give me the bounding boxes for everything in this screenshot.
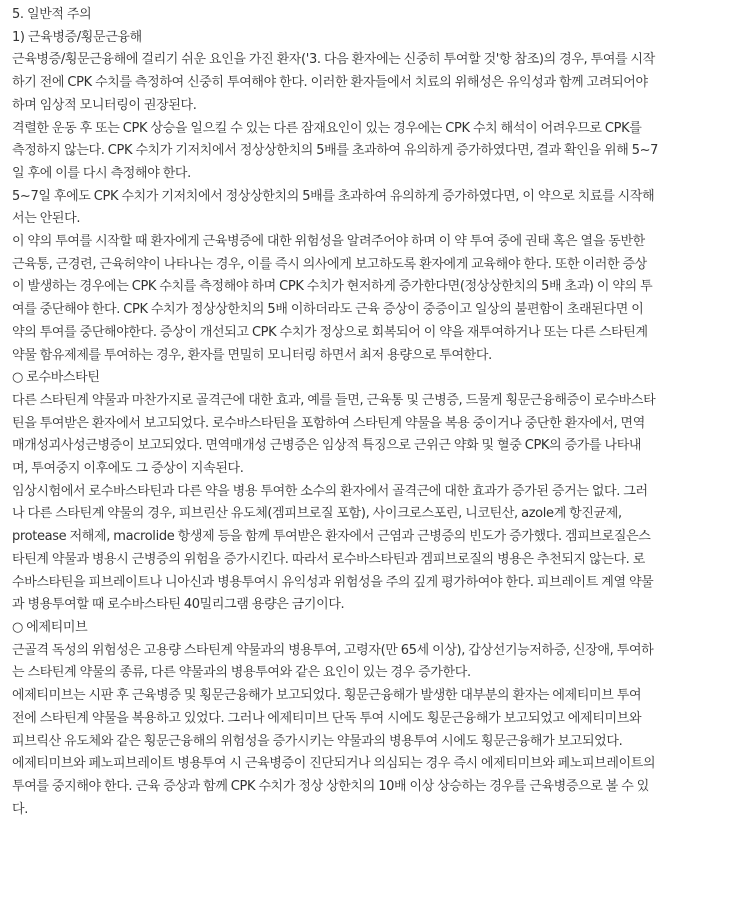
text-line: 에제티미브와 페노피브레이트 병용투여 시 근육병증이 진단되거나 의심되는 경우 즉시 에제티미브와 페노피브레이트의 [12,756,656,772]
text-line: 격렬한 운동 후 또는 CPK 상승을 일으킬 수 있는 다른 잠재요인이 있는 경우에는 CPK 수치 해석이 어려우므로 CPK를 [12,120,642,136]
text-line: 전에 스타틴계 약물을 복용하고 있었다. 그러나 에제티미브 단독 투여 시에도 횡문근융해가 보고되었고 에제티미브와 [12,710,642,726]
text-line: 타틴계 약물과 병용시 근병증의 위험을 증가시킨다. 따라서 로수바스타틴과 겜피브로질의 병용은 추천되지 않는다. 로 [12,551,645,567]
text-line: 5~7일 후에도 CPK 수치가 기저치에서 정상상한치의 5배를 초과하여 유의하게 증가하였다면, 이 약으로 치료를 시작해 [12,188,655,204]
text-line: 는 스타틴계 약물의 종류, 다른 약물과의 병용투여와 같은 요인이 있는 경우 증가한다. [12,665,471,681]
text-line: 측정하지 않는다. CPK 수치가 기저치에서 정상상한치의 5배를 초과하여 유의하게 증가하였다면, 결과 확인을 위해 5~7 [12,143,659,159]
text-line: 다른 스타틴계 약물과 마찬가지로 골격근에 대한 효과, 예를 들면, 근육통 및 근병증, 드물게 횡문근융해증이 로수바스타 [12,392,656,408]
text-line: 하기 전에 CPK 수치를 측정하여 신중히 투여해야 한다. 이러한 환자들에서 치료의 위해성은 유익성과 함께 고려되어야 [12,75,648,91]
text-line: 매개성괴사성근병증이 보고되었다. 면역매개성 근병증은 임상적 특징으로 근위근 약화 및 혈중 CPK의 증가를 나타내 [12,438,642,454]
text-line: 약의 투여를 중단해야한다. 증상이 개선되고 CPK 수치가 정상으로 회복되어 이 약을 재투여하거나 또는 다른 스타틴계 [12,324,648,340]
text-line: 임상시험에서 로수바스타틴과 다른 약을 병용 투여한 소수의 환자에서 골격근에 대한 효과가 증가된 증거는 없다. 그러 [12,483,648,499]
subsection-heading: 1) 근육병증/횡문근융해 [12,29,142,45]
text-line: protease 저해제, macrolide 항생제 등을 함께 투여받은 환자에서 근염과 근병증의 빈도가 증가했다. 겜피브로질은스 [12,529,651,545]
text-line: 근육병증/횡문근융해에 걸리기 쉬운 요인을 가진 환자('3. 다음 환자에는 신중히 투여할 것'항 참조)의 경우, 투여를 시작 [12,52,655,68]
text-line: 투여를 중지해야 한다. 근육 증상과 함께 CPK 수치가 정상 상한치의 10배 이상 상승하는 경우를 근육병증으로 볼 수 있 [12,778,649,794]
text-line: 에제티미브는 시판 후 근육병증 및 횡문근융해가 보고되었다. 횡문근융해가 발생한 대부분의 환자는 에제티미브 투여 [12,688,642,704]
section-heading: 5. 일반적 주의 [12,7,92,22]
text-line: 나 다른 스타틴계 약물의 경우, 피브린산 유도체(겜피브로질 포함), 사이크로스포린, 니코틴산, azole계 항진균제, [12,506,622,522]
text-line: 하며 임상적 모니터링이 권장된다. [12,97,197,113]
text-line: 이 약의 투여를 시작할 때 환자에게 근육병증에 대한 위험성을 알려주어야 하며 이 약 투여 중에 권태 혹은 열을 동반한 [12,234,645,250]
drug-heading-ezetimibe: ○ 에제티미브 [12,619,88,635]
drug-heading-rosuvastatin: ○ 로수바스타틴 [12,370,100,386]
text-line: 며, 투여중지 이후에도 그 증상이 지속된다. [12,461,244,477]
text-line: 여를 중단해야 한다. CPK 수치가 정상상한치의 5배 이하더라도 근육 증상이 중증이고 일상의 불편함이 초래된다면 이 [12,302,644,318]
text-line: 피브릭산 유도체와 같은 횡문근융해의 위험성을 증가시키는 약물과의 병용투여 시에도 횡문근융해가 보고되었다. [12,733,623,749]
text-line: 서는 안된다. [12,211,81,227]
text-line: 약물 함유제제를 투여하는 경우, 환자를 면밀히 모니터링 하면서 최저 용량으로 투여한다. [12,347,492,363]
text-line: 근육통, 근경련, 근육허약이 나타나는 경우, 이를 즉시 의사에게 보고하도록 환자에게 교육해야 한다. 또한 이러한 증상 [12,256,647,272]
text-line: 틴을 투여받은 환자에서 보고되었다. 로수바스타틴을 포함하여 스타틴계 약물을 복용 중이거나 중단한 환자에서, 면역 [12,415,645,431]
text-line: 근골격 독성의 위험성은 고용량 스타틴계 약물과의 병용투여, 고령자(만 65세 이상), 갑상선기능저하증, 신장애, 투여하 [12,642,654,658]
text-line: 일 후에 이를 다시 측정해야 한다. [12,165,191,181]
text-line: 과 병용투여할 때 로수바스타틴 40밀리그램 용량은 금기이다. [12,597,345,613]
text-line: 이 발생하는 경우에는 CPK 수치를 측정해야 하며 CPK 수치가 현저하게 증가한다면(정상상한치의 5배 초과) 이 약의 투 [12,279,653,295]
text-line: 수바스타틴을 피브레이트나 니아신과 병용투여시 유익성과 위험성을 주의 깊게 평가하여야 한다. 피브레이트 계열 약물 [12,574,654,590]
text-line: 다. [12,801,28,817]
